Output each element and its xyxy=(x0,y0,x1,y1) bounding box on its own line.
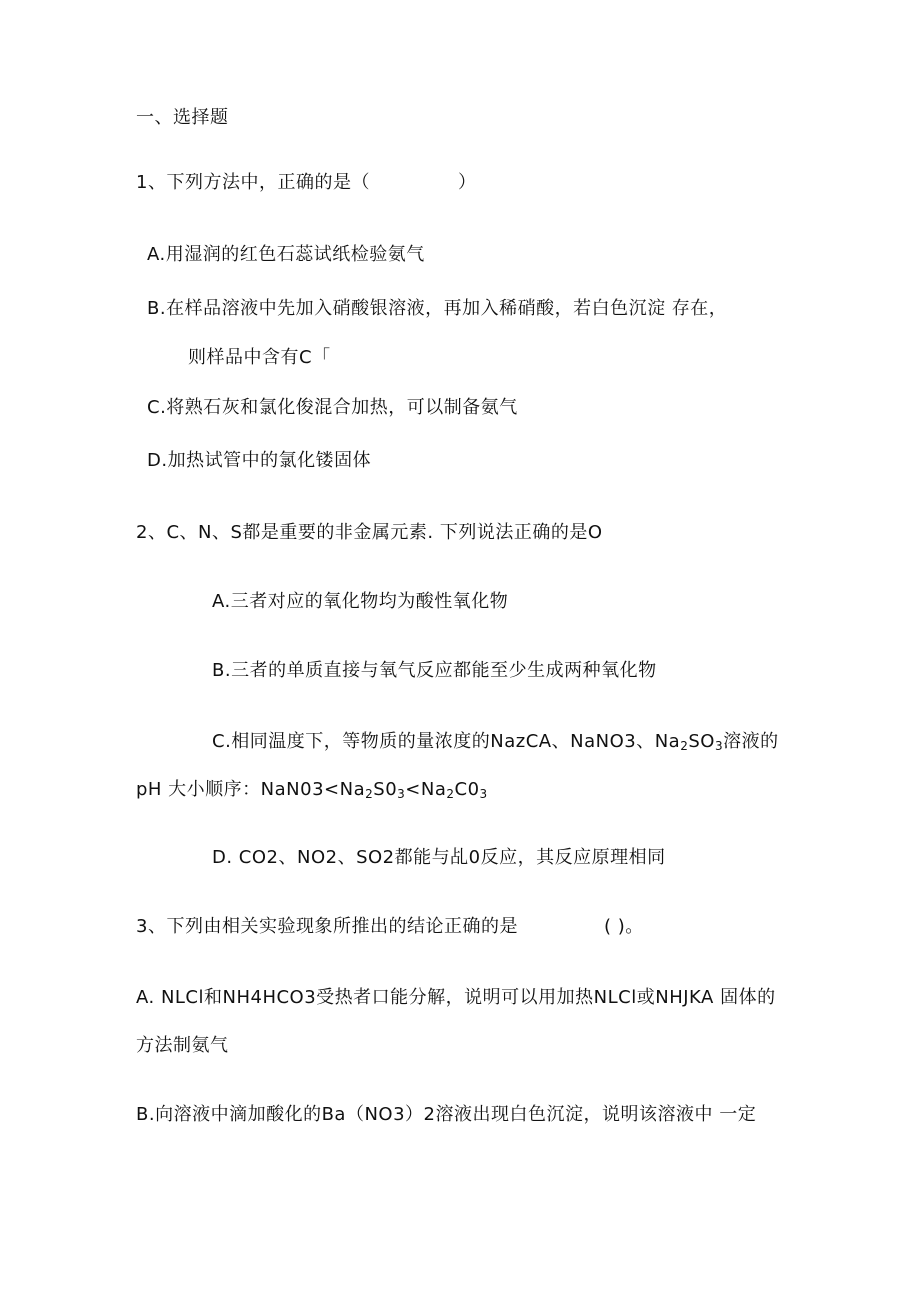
question-3-option-a-line-1: A. NLCl和NH4HCO3受热者口能分解，说明可以用加热NLCl或NHJKA 固体的 xyxy=(136,987,776,1008)
option-c-text-3: 溶液的 xyxy=(723,731,779,752)
question-1-option-d: D.加热试管中的氯化镂固体 xyxy=(147,450,372,471)
option-c-text-4: pH 大小顺序：NaN03<Na xyxy=(136,779,366,800)
question-2-option-c-line-1 xyxy=(212,730,779,754)
question-2-option-b: B.三者的单质直接与氧气反应都能至少生成两种氧化物 xyxy=(212,660,657,681)
option-c-text-1: C.相同温度下，等物质的量浓度的NazCA、NaNO3、Na xyxy=(212,731,681,752)
subscript: 2 xyxy=(365,787,374,801)
subscript: 2 xyxy=(446,787,455,801)
question-3-option-b: B.向溶液中滴加酸化的Ba（NO3）2溶液出现白色沉淀，说明该溶液中 一定 xyxy=(136,1104,757,1125)
question-2-stem: 2、C、N、S都是重要的非金属元素. 下列说法正确的是O xyxy=(136,522,603,543)
option-c-text-2: SO xyxy=(688,731,715,752)
subscript: 3 xyxy=(479,787,488,801)
option-c-text-7: C0 xyxy=(454,779,480,800)
option-c-text-5: S0 xyxy=(373,779,398,800)
question-1-option-a: A.用湿润的红色石蕊试纸检验氨气 xyxy=(147,244,425,265)
question-1-stem xyxy=(136,171,476,195)
question-3-stem-close: ( )。 xyxy=(603,916,644,937)
question-1-stem-text: 1、下列方法中，正确的是（ xyxy=(136,172,370,193)
subscript: 2 xyxy=(680,739,689,753)
subscript: 3 xyxy=(714,739,724,753)
question-1-option-b-line-2: 则样品中含有C「 xyxy=(188,347,331,368)
section-title: 一、选择题 xyxy=(136,107,229,128)
question-2-option-a: A.三者对应的氧化物均为酸性氧化物 xyxy=(212,591,509,612)
question-1-stem-close: ） xyxy=(457,172,477,193)
subscript: 3 xyxy=(397,787,406,801)
question-3-stem xyxy=(136,915,644,939)
question-3-option-a-line-2: 方法制氨气 xyxy=(136,1035,229,1056)
question-1-option-b-line-1: B.在样品溶液中先加入硝酸银溶液，再加入稀硝酸，若白色沉淀 存在， xyxy=(147,298,728,319)
question-3-stem-text: 3、下列由相关实验现象所推出的结论正确的是 xyxy=(136,916,518,937)
question-2-option-d: D. CO2、NO2、SO2都能与乩0反应，其反应原理相同 xyxy=(212,847,666,868)
question-2-option-c-line-2 xyxy=(136,778,488,802)
question-1-option-c: C.将熟石灰和氯化俊混合加热，可以制备氨气 xyxy=(147,397,518,418)
option-c-text-6: <Na xyxy=(405,779,447,800)
